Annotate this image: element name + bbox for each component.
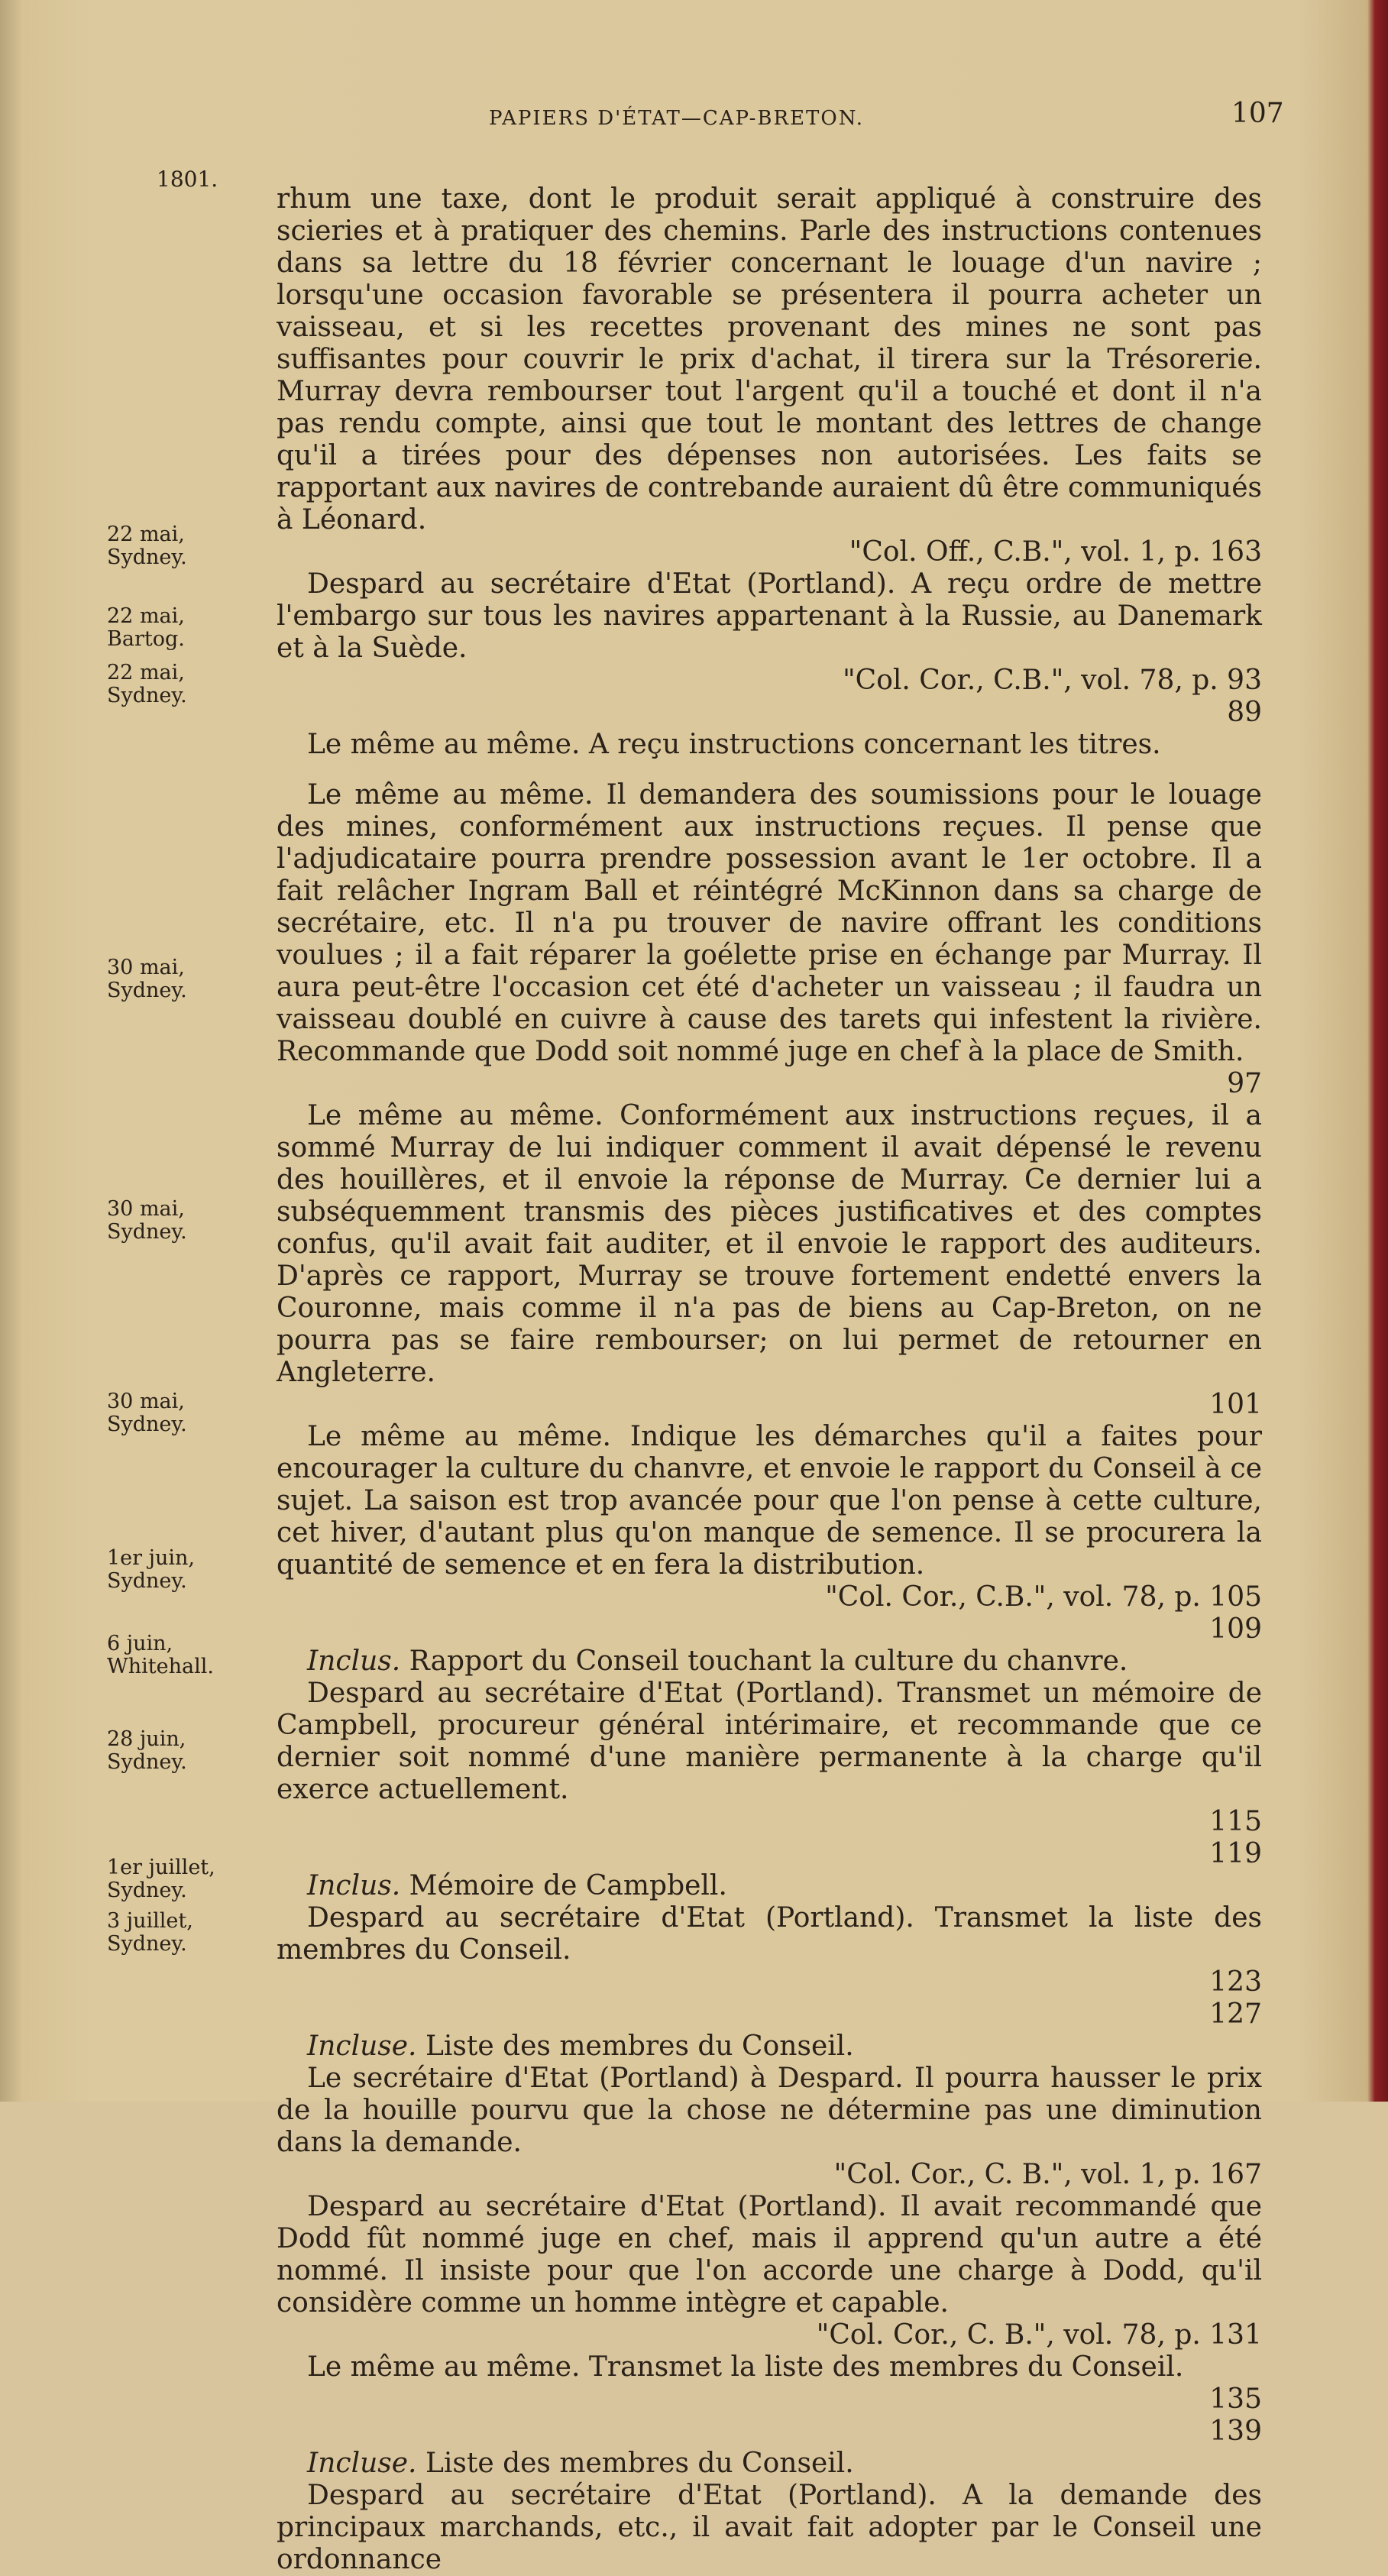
folio-number: 101 (1209, 1389, 1262, 1420)
margin-note: 1er juin, Sydney. (107, 1546, 196, 1593)
margin-note: 22 mai, Bartog. (107, 604, 185, 651)
inclusion-line (277, 2031, 1262, 2063)
entry (277, 729, 1262, 761)
paragraph: Despard au secrétaire d'Etat (Portland). A reçu ordre de mettre l'embargo sur tous les navires appartenant à la Russie, au Danemark et à la Suède. (277, 568, 1262, 664)
inclusion-label: Incluse. (307, 2448, 417, 2479)
entry (277, 568, 1262, 729)
inclusion-line (277, 1646, 1262, 1678)
margin-note: 6 juin, Whitehall. (107, 1632, 214, 1678)
entry (277, 1100, 1262, 1421)
margin-note: 30 mai, Sydney. (107, 1197, 187, 1244)
paragraph: Despard au secrétaire d'Etat (Portland). A la demande des principaux marchands, etc., il avait fait adopter par le Conseil une ordonnance (277, 2480, 1262, 2575)
paragraph: Le même au même. A reçu instructions concernant les titres. (307, 729, 1161, 760)
inclusion-label: Incluse. (307, 2031, 417, 2062)
inclusion-label: Inclus. (307, 1870, 401, 1901)
margin-note: 1er juillet, Sydney. (107, 1856, 215, 1902)
citation: "Col. Cor., C.B.", vol. 78, p. 93 (843, 665, 1262, 696)
running-title: PAPIERS D'ÉTAT—CAP-BRETON. (489, 107, 865, 130)
entry (277, 779, 1262, 1100)
inclusion-text: Rapport du Conseil touchant la culture du chanvre. (409, 1646, 1128, 1677)
folio-number: 115 (1209, 1806, 1262, 1837)
entry (277, 1902, 1262, 2063)
body-text (277, 183, 1262, 2576)
margin-note: 28 juin, Sydney. (107, 1727, 187, 1774)
folio-number: 123 (1209, 1966, 1262, 1998)
folio-number: 139 (1209, 2416, 1262, 2447)
entry (277, 183, 1262, 568)
page-number: 107 (1231, 98, 1284, 129)
folio-number: 127 (1209, 1998, 1262, 2030)
entry (277, 1421, 1262, 1678)
entry (277, 2480, 1262, 2576)
margin-note: 22 mai, Sydney. (107, 523, 187, 569)
paragraph: Despard au secrétaire d'Etat (Portland). Il avait recommandé que Dodd fût nommé juge en chef, mais il apprend qu'un autre a été nommé. Il insiste pour que l'on accorde une charge à Dodd, qu'il considère comme un homme intègre et capable. (277, 2191, 1262, 2319)
paragraph: Le secrétaire d'Etat (Portland) à Despard. Il pourra hausser le prix de la houille pourvu que la chose ne détermine pas une diminution dans la demande. (277, 2063, 1262, 2158)
citation: "Col. Off., C.B.", vol. 1, p. 163 (849, 536, 1262, 568)
paragraph: rhum une taxe, dont le produit serait appliqué à construire des scieries et à pratiquer des chemins. Parle des instructions contenues dans sa lettre du 18 février concernant le louage d'un navire ; lorsqu'une occasion favorable se présentera il pourra acheter un vaisseau, et si les recettes provenant des mines ne sont pas suffisantes pour couvrir le prix d'achat, il tirera sur la Trésorerie. Murray devra rembourser tout l'argent qu'il a touché et dont il n'a pas rendu compte, ainsi que tout le montant des lettres de change qu'il a tirées pour des dépenses non autorisées. Les faits se rapportant aux navires de contrebande auraient dû être communiqués à Léonard. (277, 183, 1262, 536)
margin-note: 30 mai, Sydney. (107, 956, 187, 1002)
margin-note: 3 juillet, Sydney. (107, 1909, 193, 1956)
year-label: 1801. (157, 167, 218, 192)
folio-number: 109 (1209, 1613, 1262, 1645)
inclusion-line (277, 2448, 1262, 2480)
entry (277, 2063, 1262, 2191)
citation: "Col. Cor., C.B.", vol. 78, p. 105 (825, 1581, 1262, 1613)
margin-note: 22 mai, Sydney. (107, 661, 187, 707)
paragraph: Le même au même. Conformément aux instructions reçues, il a sommé Murray de lui indiquer comment il avait dépensé le revenu des houillères, et il envoie la réponse de Murray. Ce dernier lui a subséquemment transmis des pièces justificatives et des comptes confus, qu'il avait fait auditer, et il envoie le rapport des auditeurs. D'après ce rapport, Murray se trouve fortement endetté envers la Couronne, mais comme il n'a pas de biens au Cap-Breton, on ne pourra pas se faire rembourser; on lui permet de retourner en Angleterre. (277, 1100, 1262, 1388)
paragraph: Le même au même. Transmet la liste des membres du Conseil. (307, 2351, 1184, 2383)
paragraph: Le même au même. Il demandera des soumissions pour le louage des mines, conformément aux instructions reçues. Il pense que l'adjudicataire pourra prendre possession avant le 1er octobre. Il a fait relâcher Ingram Ball et réintégré McKinnon dans sa charge de secrétaire, etc. Il n'a pu trouver de navire offrant les conditions voulues ; il a fait réparer la goélette prise en échange par Murray. Il aura peut-être l'occasion cet été d'acheter un vaisseau ; il faudra un vaisseau doublé en cuivre à cause des tarets qui infestent la rivière. Recommande que Dodd soit nommé juge en chef à la place de Smith. (277, 779, 1262, 1067)
folio-number: 89 (1227, 697, 1262, 728)
folio-number: 97 (1227, 1068, 1262, 1099)
paragraph: Le même au même. Indique les démarches qu'il a faites pour encourager la culture du chanvre, et envoie le rapport du Conseil à ce sujet. La saison est trop avancée pour que l'on pense à cette culture, cet hiver, d'autant plus qu'on manque de semence. Il se procurera la quantité de semence et en fera la distribution. (277, 1421, 1262, 1581)
margin-note: 30 mai, Sydney. (107, 1390, 187, 1436)
entry (277, 2351, 1262, 2480)
folio-number: 135 (1209, 2383, 1262, 2415)
inclusion-line (277, 1870, 1262, 1902)
entry (277, 2191, 1262, 2351)
inclusion-text: Liste des membres du Conseil. (425, 2448, 854, 2479)
citation: "Col. Cor., C. B.", vol. 78, p. 131 (816, 2319, 1262, 2351)
citation: "Col. Cor., C. B.", vol. 1, p. 167 (833, 2159, 1262, 2190)
paragraph: Despard au secrétaire d'Etat (Portland). Transmet un mémoire de Campbell, procureur général intérimaire, et recommande que ce dernier soit nommé d'une manière permanente à la charge qu'il exerce actuellement. (277, 1678, 1262, 1805)
inclusion-text: Liste des membres du Conseil. (425, 2031, 854, 2062)
inclusion-text: Mémoire de Campbell. (409, 1870, 727, 1901)
inclusion-label: Inclus. (307, 1646, 401, 1677)
entry (277, 1678, 1262, 1902)
folio-number: 119 (1209, 1838, 1262, 1869)
paragraph: Despard au secrétaire d'Etat (Portland). Transmet la liste des membres du Conseil. (277, 1902, 1262, 1966)
